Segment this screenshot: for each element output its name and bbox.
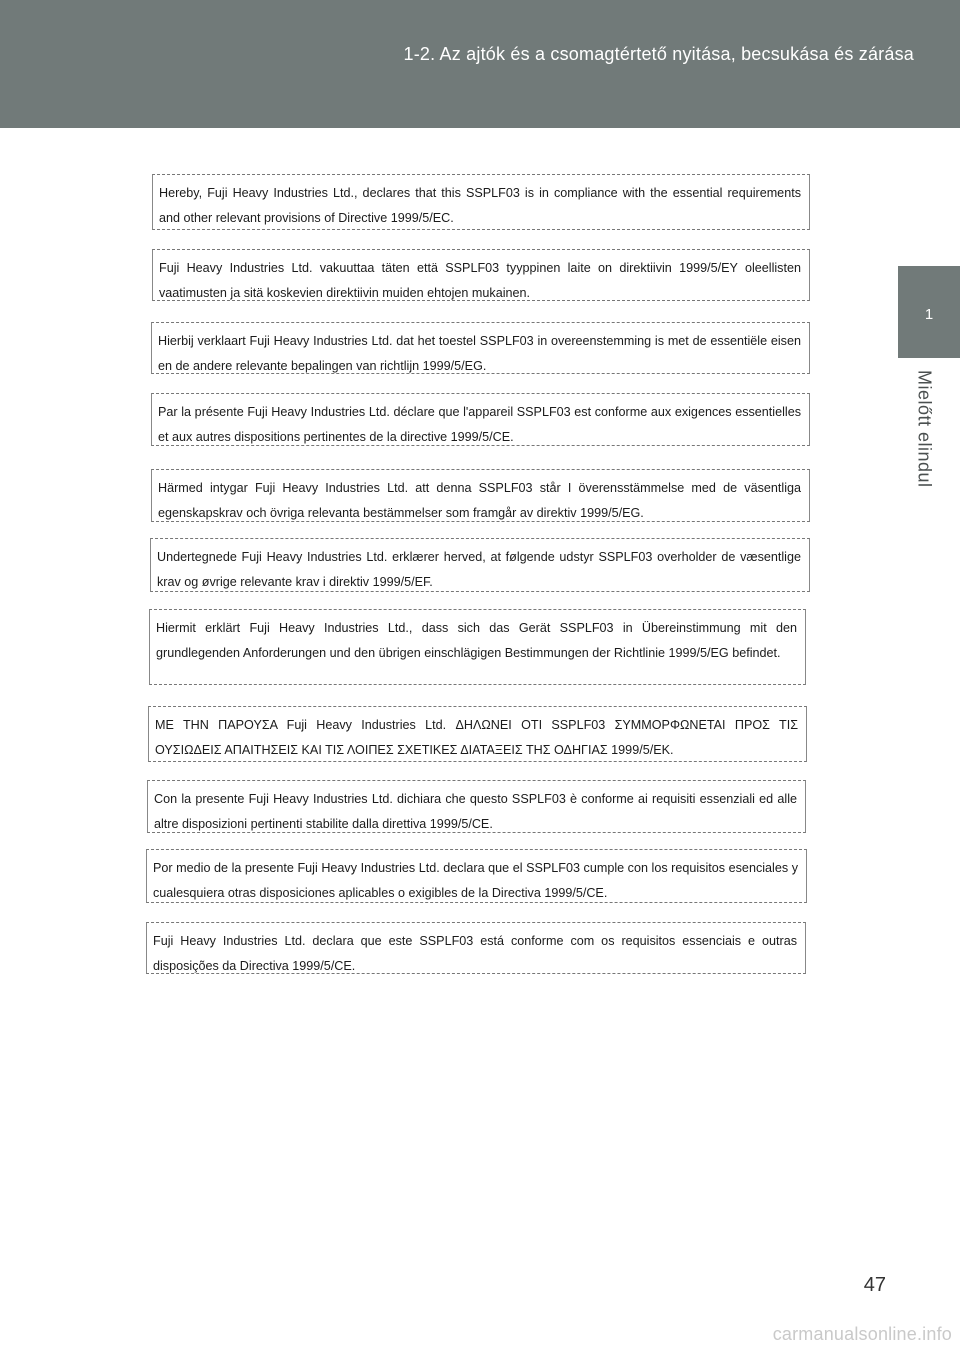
- declaration-italian: Con la presente Fuji Heavy Industries Ltd. dichiara che questo SSPLF03 è conforme ai requisiti essenziali ed alle altre disposizioni pertinenti stabilite dalla direttiva 1999/5/CE.: [147, 780, 806, 833]
- declaration-german: Hiermit erklärt Fuji Heavy Industries Ltd., dass sich das Gerät SSPLF03 in Übereinstimmung mit den grundlegenden Anforderungen und den übrigen einschlägigen Bestimmungen der Richtlinie 1999/5/EG befindet.: [149, 609, 806, 685]
- declaration-finnish: Fuji Heavy Industries Ltd. vakuuttaa täten että SSPLF03 tyyppinen laite on direktiivin 1999/5/EY oleellisten vaatimusten ja sitä koskevien direktiivin muiden ehtojen mukainen.: [152, 249, 810, 301]
- declaration-swedish: Härmed intygar Fuji Heavy Industries Ltd. att denna SSPLF03 står I överensstämmelse med de väsentliga egenskapskrav och övriga relevanta bestämmelser som framgår av direktiv 1999/5/EG.: [151, 469, 810, 522]
- chapter-number: 1: [924, 306, 934, 323]
- page-number: 47: [863, 1274, 886, 1296]
- declaration-spanish: Por medio de la presente Fuji Heavy Industries Ltd. declara que el SSPLF03 cumple con los requisitos esenciales y cualesquiera otras disposiciones aplicables o exigibles de la Directiva 1999/5/CE.: [146, 849, 807, 903]
- declaration-dutch: Hierbij verklaart Fuji Heavy Industries Ltd. dat het toestel SSPLF03 in overeenstemming is met de essentiële eisen en de andere relevante bepalingen van richtlijn 1999/5/EG.: [151, 322, 810, 374]
- watermark: carmanualsonline.info: [772, 1324, 952, 1344]
- declaration-english: Hereby, Fuji Heavy Industries Ltd., declares that this SSPLF03 is in compliance with the essential requirements and other relevant provisions of Directive 1999/5/EC.: [152, 174, 810, 230]
- declaration-french: Par la présente Fuji Heavy Industries Ltd. déclare que l'appareil SSPLF03 est conforme aux exigences essentielles et aux autres dispositions pertinentes de la directive 1999/5/CE.: [151, 393, 810, 446]
- chapter-tab: [898, 266, 960, 358]
- declaration-danish: Undertegnede Fuji Heavy Industries Ltd. erklærer herved, at følgende udstyr SSPLF03 overholder de væsentlige krav og øvrige relevante krav i direktiv 1999/5/EF.: [150, 538, 810, 592]
- chapter-label: Mielőtt elindul: [914, 370, 935, 488]
- declaration-greek: ΜΕ ΤΗΝ ΠΑΡΟΥΣΑ Fuji Heavy Industries Ltd. ΔΗΛΩΝΕΙ ΟΤΙ SSPLF03 ΣΥΜΜΟΡΦΩΝΕΤΑΙ ΠΡΟΣ ΤΙΣ ΟΥΣΙΩΔΕΙΣ ΑΠΑΙΤΗΣΕΙΣ ΚΑΙ ΤΙΣ ΛΟΙΠΕΣ ΣΧΕΤΙΚΕΣ ΔΙΑΤΑΞΕΙΣ ΤΗΣ ΟΔΗΓΙΑΣ 1999/5/ΕΚ.: [148, 706, 807, 762]
- section-title: 1-2. Az ajtók és a csomagtértető nyitása, becsukása és zárása: [403, 44, 914, 64]
- header-bar: [0, 0, 960, 128]
- declaration-portuguese: Fuji Heavy Industries Ltd. declara que este SSPLF03 está conforme com os requisitos essenciais e outras disposições da Directiva 1999/5/CE.: [146, 922, 806, 974]
